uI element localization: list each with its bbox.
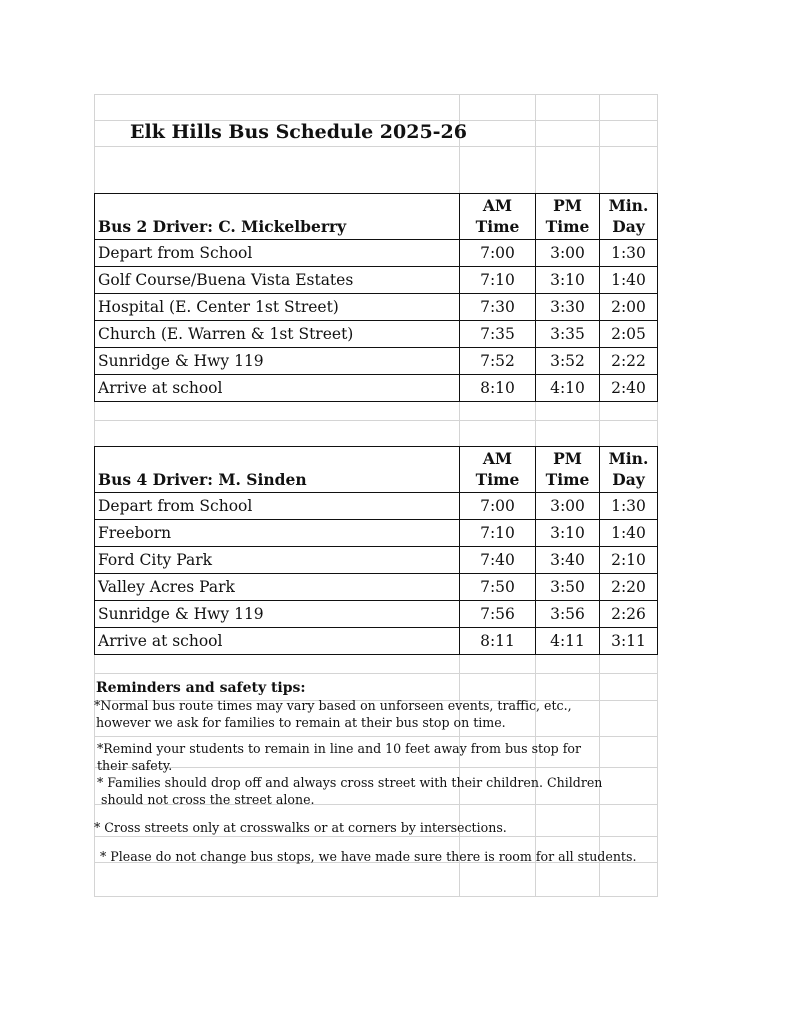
pm-time: 3:56 [536, 601, 600, 628]
tip-line: however we ask for families to remain at their bus stop on time. [96, 715, 506, 730]
stop-name: Church (E. Warren & 1st Street) [95, 321, 460, 348]
header-line: Time [475, 217, 520, 236]
table-row [95, 348, 658, 375]
am-time: 7:50 [460, 574, 536, 601]
tip-line: should not cross the street alone. [101, 792, 315, 807]
table-row [95, 547, 658, 574]
tip-line: *Normal bus route times may vary based on unforseen events, traffic, etc., [94, 698, 572, 713]
pm-time: 3:00 [536, 240, 600, 267]
min-day-time: 3:11 [600, 628, 658, 655]
header-line: AM [482, 449, 513, 468]
am-time: 7:00 [460, 240, 536, 267]
table-row [95, 628, 658, 655]
header-line: AM [482, 196, 513, 215]
table-row [95, 321, 658, 348]
am-time: 7:10 [460, 520, 536, 547]
min-day-time: 2:26 [600, 601, 658, 628]
am-time: 8:11 [460, 628, 536, 655]
min-day-time: 1:40 [600, 267, 658, 294]
table-header-row [95, 447, 658, 493]
pm-time: 3:10 [536, 520, 600, 547]
min-day-time: 2:00 [600, 294, 658, 321]
min-day-time: 2:20 [600, 574, 658, 601]
am-time-header [460, 194, 536, 240]
min-day-time: 2:05 [600, 321, 658, 348]
header-line: PM [553, 196, 582, 215]
grid-line [94, 146, 658, 147]
table-header-row [95, 194, 658, 240]
min-day-time: 1:30 [600, 493, 658, 520]
grid-line [94, 673, 658, 674]
stop-name: Hospital (E. Center 1st Street) [95, 294, 460, 321]
min-day-time: 1:40 [600, 520, 658, 547]
tip-line: * Cross streets only at crosswalks or at corners by intersections. [94, 820, 507, 835]
stop-name: Depart from School [95, 240, 460, 267]
pm-time: 4:10 [536, 375, 600, 402]
pm-time: 3:10 [536, 267, 600, 294]
header-line: Time [475, 470, 520, 489]
pm-time: 3:35 [536, 321, 600, 348]
pm-time: 3:40 [536, 547, 600, 574]
stop-name: Valley Acres Park [95, 574, 460, 601]
page-title: Elk Hills Bus Schedule 2025-26 [130, 121, 467, 143]
table-row [95, 375, 658, 402]
pm-time: 3:50 [536, 574, 600, 601]
table-row [95, 267, 658, 294]
table-row [95, 240, 658, 267]
am-time: 7:35 [460, 321, 536, 348]
tip-line: *Remind your students to remain in line and 10 feet away from bus stop for [97, 741, 582, 756]
min-day-time: 1:30 [600, 240, 658, 267]
min-day-header [600, 447, 658, 493]
header-line: PM [553, 449, 582, 468]
grid-line [94, 420, 658, 421]
table-row [95, 493, 658, 520]
am-time: 7:00 [460, 493, 536, 520]
table-row [95, 520, 658, 547]
bus2-schedule-table [94, 193, 658, 402]
am-time: 7:40 [460, 547, 536, 574]
pm-time-header [536, 194, 600, 240]
stop-name: Arrive at school [95, 628, 460, 655]
pm-time: 4:11 [536, 628, 600, 655]
reminders-section [94, 680, 654, 865]
bus4-schedule-table [94, 446, 658, 655]
am-time-header [460, 447, 536, 493]
stop-name: Sunridge & Hwy 119 [95, 348, 460, 375]
min-day-time: 2:40 [600, 375, 658, 402]
min-day-header [600, 194, 658, 240]
header-line: Min. [608, 196, 649, 215]
stop-name: Ford City Park [95, 547, 460, 574]
min-day-time: 2:22 [600, 348, 658, 375]
tip-line: * Please do not change bus stops, we have made sure there is room for all students. [100, 849, 637, 864]
pm-time-header [536, 447, 600, 493]
tip-line: their safety. [97, 758, 173, 773]
stop-name: Golf Course/Buena Vista Estates [95, 267, 460, 294]
am-time: 8:10 [460, 375, 536, 402]
reminders-heading: Reminders and safety tips: [96, 680, 306, 696]
bus4-driver-header: Bus 4 Driver: M. Sinden [95, 447, 460, 493]
header-line: Time [545, 470, 590, 489]
stop-name: Sunridge & Hwy 119 [95, 601, 460, 628]
pm-time: 3:52 [536, 348, 600, 375]
header-line: Day [612, 470, 645, 489]
pm-time: 3:30 [536, 294, 600, 321]
min-day-time: 2:10 [600, 547, 658, 574]
stop-name: Arrive at school [95, 375, 460, 402]
am-time: 7:52 [460, 348, 536, 375]
table-row [95, 294, 658, 321]
pm-time: 3:00 [536, 493, 600, 520]
table-row [95, 574, 658, 601]
header-line: Day [612, 217, 645, 236]
am-time: 7:30 [460, 294, 536, 321]
am-time: 7:10 [460, 267, 536, 294]
header-line: Min. [608, 449, 649, 468]
bus2-driver-header: Bus 2 Driver: C. Mickelberry [95, 194, 460, 240]
stop-name: Freeborn [95, 520, 460, 547]
tip-line: * Families should drop off and always cross street with their children. Children [97, 775, 603, 790]
header-line: Time [545, 217, 590, 236]
table-row [95, 601, 658, 628]
stop-name: Depart from School [95, 493, 460, 520]
am-time: 7:56 [460, 601, 536, 628]
